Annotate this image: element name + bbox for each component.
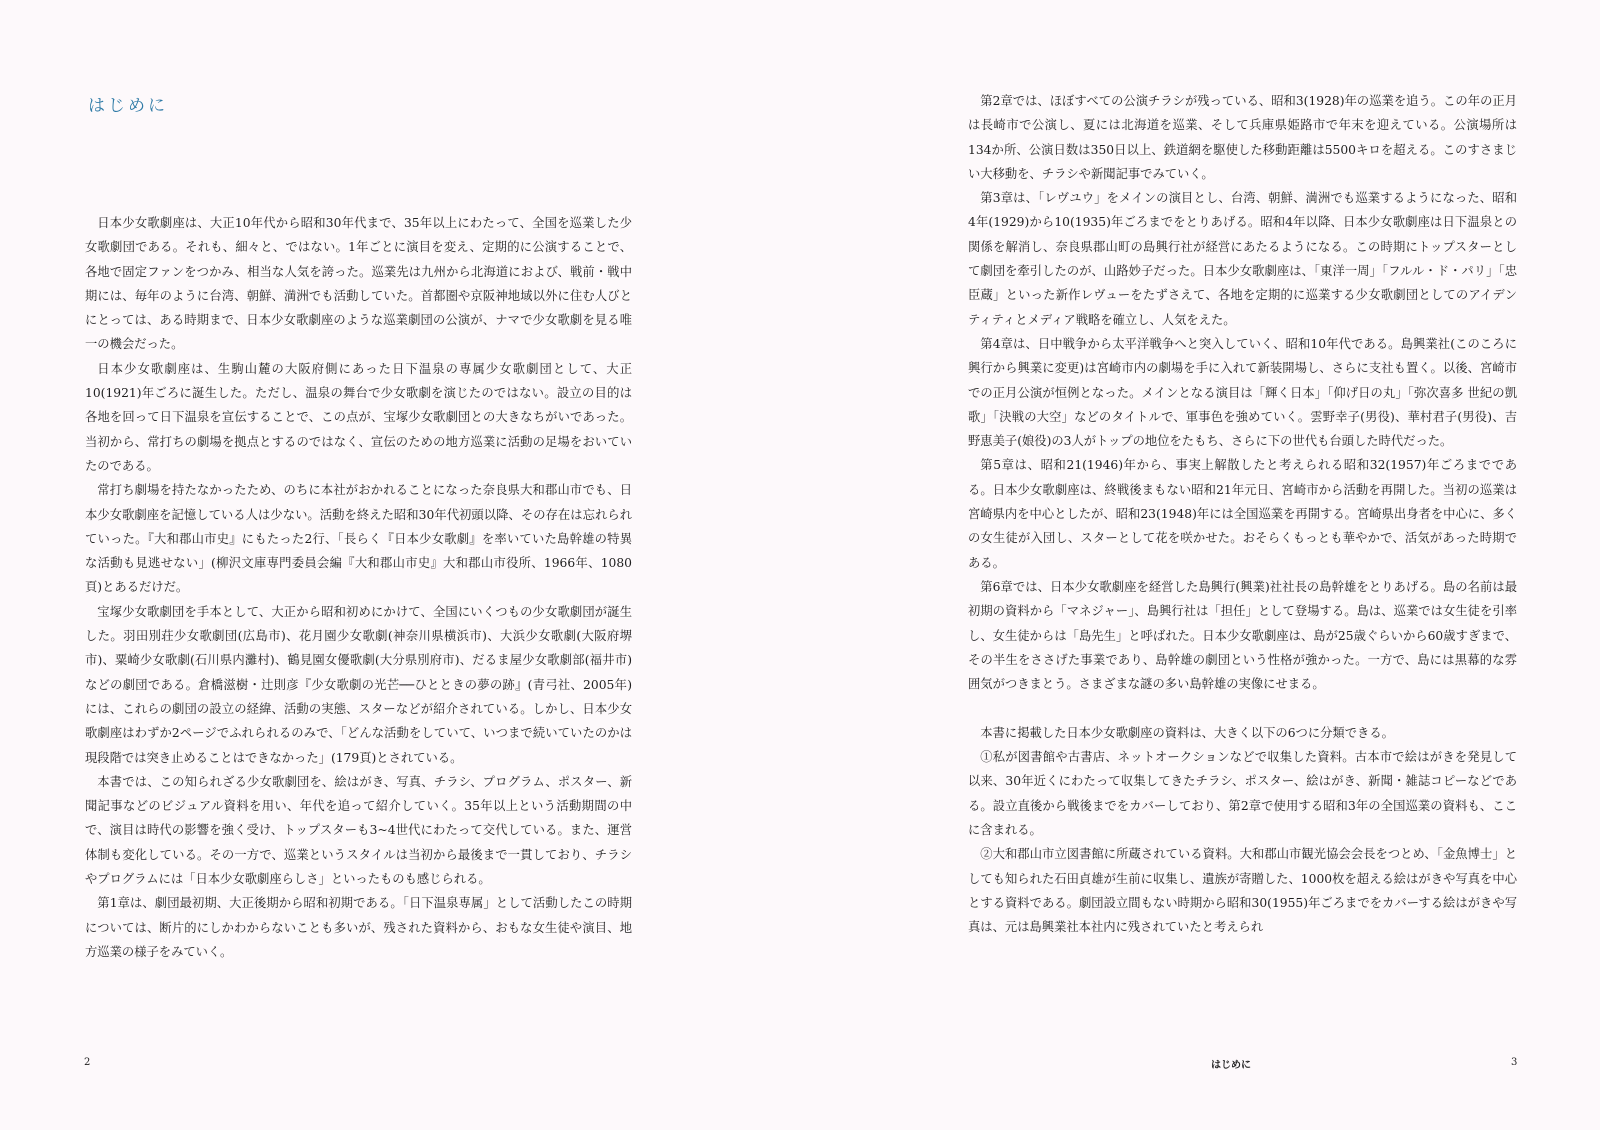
- right-body-text: [968, 89, 1517, 939]
- paragraph: 本書では、この知られざる少女歌劇団を、絵はがき、写真、チラシ、プログラム、ポスター、新聞記事などのビジュアル資料を用い、年代を追って紹介していく。35年以上という活動期間の中で、演目は時代の影響を強く受け、トップスターも3~4世代にわたって交代している。また、運営体制も変化している。その一方で、巡業というスタイルは当初から最後まで一貫しており、チラシやプログラムには「日本少女歌劇座らしさ」といったものも感じられる。: [85, 774, 632, 887]
- paragraph: 第5章は、昭和21(1946)年から、事実上解散したと考えられる昭和32(1957)年ごろまでである。日本少女歌劇座は、終戦後まもない昭和21年元日、宮崎市から活動を再開した。当初の巡業は宮崎県内を中心としたが、昭和23(1948)年には全国巡業を再開する。宮崎県出身者を中心に、多くの女生徒が入団し、スターとして花を咲かせた。おそらくもっとも華やかで、活気があった時期である。: [968, 458, 1517, 570]
- paragraph: 日本少女歌劇座は、生駒山麓の大阪府側にあった日下温泉の専属少女歌劇団として、大正10(1921)年ごろに誕生した。ただし、温泉の舞台で少女歌劇を演じたのではない。設立の目的は各地を回って日下温泉を宣伝することで、この点が、宝塚少女歌劇団との大きなちがいであった。当初から、常打ちの劇場を拠点とするのではなく、宣伝のための地方巡業に活動の足場をおいていたのである。: [85, 361, 632, 473]
- page-number-left: 2: [84, 1057, 91, 1068]
- running-head: はじめに: [1211, 1060, 1251, 1071]
- paragraph: 常打ち劇場を持たなかったため、のちに本社がおかれることになった奈良県大和郡山市でも、日本少女歌劇座を記憶している人は少ない。活動を終えた昭和30年代初頭以降、その存在は忘れられていった。『大和郡山市史』にもたった2行、「長らく『日本少女歌劇』を率いていた島幹雄の特異な活動も見逃せない」(柳沢文庫専門委員会編『大和郡山市史』大和郡山市役所、1966年、1080頁)とあるだけだ。: [85, 483, 632, 595]
- paragraph: ①私が図書館や古書店、ネットオークションなどで収集した資料。古本市で絵はがきを発見して以来、30年近くにわたって収集してきたチラシ、ポスター、絵はがき、新聞・雑誌コピーなどである。設立直後から戦後までをカバーしており、第2章で使用する昭和3年の全国巡業の資料も、ここに含まれる。: [968, 750, 1517, 837]
- right-page: [800, 0, 1600, 1130]
- page-number-right: 3: [1511, 1057, 1518, 1068]
- paragraph: 日本少女歌劇座は、大正10年代から昭和30年代まで、35年以上にわたって、全国を巡業した少女歌劇団である。それも、細々と、ではない。1年ごとに演目を変え、定期的に公演することで、各地で固定ファンをつかみ、相当な人気を誇った。巡業先は九州から北海道におよび、戦前・戦中期には、毎年のように台湾、朝鮮、満洲でも活動していた。首都圏や京阪神地域以外に住む人びとにとっては、ある時期まで、日本少女歌劇座のような巡業劇団の公演が、ナマで少女歌劇を見る唯一の機会だった。: [85, 216, 632, 352]
- paragraph: ②大和郡山市立図書館に所蔵されている資料。大和郡山市観光協会会長をつとめ、「金魚博士」としても知られた石田貞雄が生前に収集し、遺族が寄贈した、1000枚を超える絵はがきや写真を中心とする資料である。劇団設立間もない時期から昭和30(1955)年ごろまでをカバーする絵はがきや写真は、元は島興業社本社内に残されていたと考えられ: [968, 847, 1517, 935]
- paragraph: 第2章では、ほぼすべての公演チラシが残っている、昭和3(1928)年の巡業を追う。この年の正月は長崎市で公演し、夏には北海道を巡業、そして兵庫県姫路市で年末を迎えている。公演場所は134か所、公演日数は350日以上、鉄道網を駆使した移動距離は5500キロを超える。このすさまじい大移動を、チラシや新聞記事でみていく。: [968, 94, 1517, 181]
- paragraph: 宝塚少女歌劇団を手本として、大正から昭和初めにかけて、全国にいくつもの少女歌劇団が誕生した。羽田別荘少女歌劇団(広島市)、花月園少女歌劇(神奈川県横浜市)、大浜少女歌劇(大阪府堺市)、粟崎少女歌劇(石川県内灘村)、鶴見園女優歌劇(大分県別府市)、だるま屋少女歌劇部(福井市)などの劇団である。倉橋滋樹・辻則彦『少女歌劇の光芒──ひとときの夢の跡』(青弓社、2005年)には、これらの劇団の設立の経緯、活動の実態、スターなどが紹介されている。しかし、日本少女歌劇座はわずか2ページでふれられるのみで、「どんな活動をしていて、いつまで続いていたのかは現段階では突き止めることはできなかった」(179頁)とされている。: [85, 604, 632, 765]
- paragraph: 第1章は、劇団最初期、大正後期から昭和初期である。「日下温泉専属」として活動したこの時期については、断片的にしかわからないことも多いが、残された資料から、おもな女生徒や演目、地方巡業の様子をみていく。: [85, 896, 632, 959]
- paragraph: 第3章は、「レヴユウ」をメインの演目とし、台湾、朝鮮、満洲でも巡業するようになった、昭和4年(1929)から10(1935)年ごろまでをとりあげる。昭和4年以降、日本少女歌劇座は日下温泉との関係を解消し、奈良県郡山町の島興行社が経営にあたるようになる。この時期にトップスターとして劇団を牽引したのが、山路妙子だった。日本少女歌劇座は、「東洋一周」「フルル・ド・パリ」「忠臣蔵」といった新作レヴューをたずさえて、各地を定期的に巡業する少女歌劇団としてのアイデンティティとメディア戦略を確立し、人気をえた。: [968, 191, 1517, 327]
- paragraph: 本書に掲載した日本少女歌劇座の資料は、大きく以下の6つに分類できる。: [980, 725, 1394, 740]
- left-body-text: [85, 211, 632, 964]
- paragraph-break: [968, 696, 1517, 720]
- paragraph: 第6章では、日本少女歌劇座を経営した島興行(興業)社社長の島幹雄をとりあげる。島の名前は最初期の資料から「マネジャー」、島興行社は「担任」として登場する。島は、巡業では女生徒を引率し、女生徒からは「島先生」と呼ばれた。日本少女歌劇座は、島が25歳ぐらいから60歳すぎまで、その半生をささげた事業であり、島幹雄の劇団という性格が強かった。一方で、島には黒幕的な雰囲気がつきまとう。さまざまな謎の多い島幹雄の実像にせまる。: [968, 579, 1517, 692]
- paragraph: 第4章は、日中戦争から太平洋戦争へと突入していく、昭和10年代である。島興業社(このころに興行から興業に変更)は宮崎市内の劇場を手に入れて新装開場し、さらに支社も置く。以後、宮崎市での正月公演が恒例となった。メインとなる演目は「輝く日本」「仰げ日の丸」「弥次喜多 世紀の凱歌」「決戦の大空」などのタイトルで、軍事色を強めていく。雲野幸子(男役)、華村君子(男役)、吉野恵美子(娘役)の3人がトップの地位をたもち、さらに下の世代も台頭した時代だった。: [968, 336, 1517, 449]
- chapter-title: はじめに: [88, 96, 168, 116]
